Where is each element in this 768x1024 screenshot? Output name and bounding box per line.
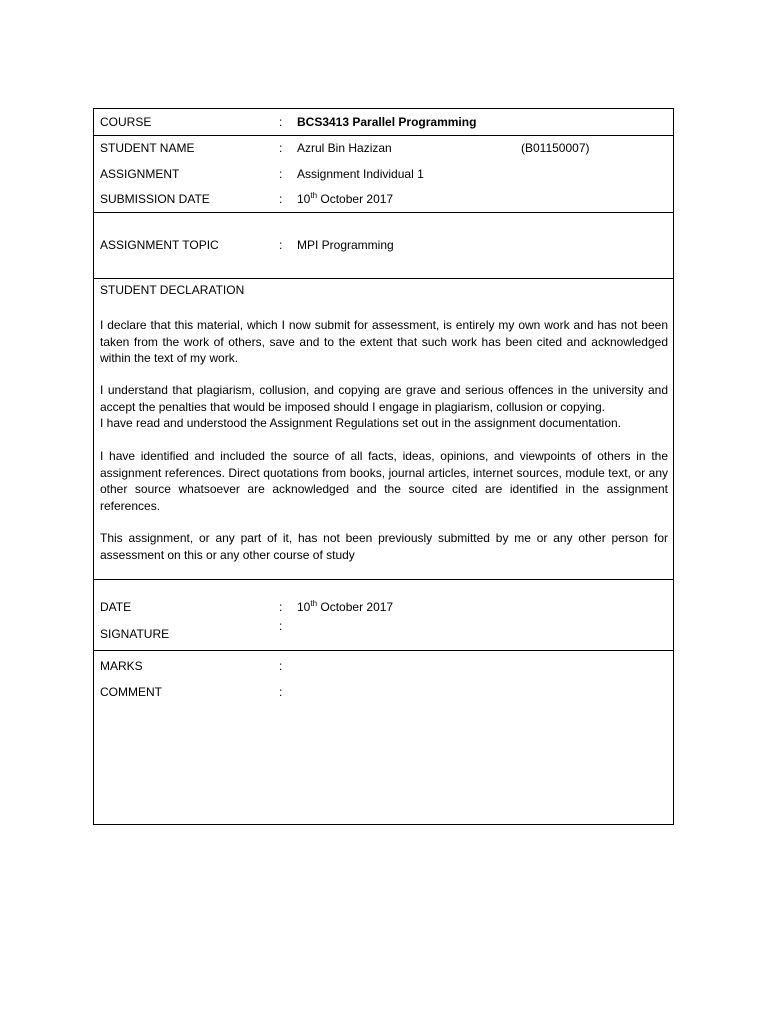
- divider: [94, 579, 673, 580]
- submission-date-colon: :: [279, 192, 283, 206]
- submission-date-label: SUBMISSION DATE: [100, 192, 210, 206]
- date-day: 10: [297, 600, 311, 614]
- submission-day: 10: [297, 192, 311, 206]
- signature-label: SIGNATURE: [100, 627, 170, 641]
- divider: [94, 212, 673, 213]
- assignment-value: Assignment Individual 1: [297, 167, 424, 181]
- declaration-paragraph-3: I have identified and included the source of all facts, ideas, opinions, and viewpoints of others in the assignment references. Direct quotations from books, journal articles, internet sources, module text, or any other source whatsoever are acknowledged and the source cited are identified in the assignment references.: [100, 449, 668, 513]
- date-value: [297, 600, 393, 615]
- divider: [94, 278, 673, 279]
- course-label: COURSE: [100, 115, 152, 129]
- student-name-colon: :: [279, 141, 283, 155]
- declaration-paragraph-1: I declare that this material, which I now submit for assessment, is entirely my own work and has not been taken from the work of others, save and to the extent that such work has been cited and acknowledged within the text of my work.: [100, 318, 668, 365]
- assignment-cover-form: [93, 108, 674, 825]
- date-month-year: October 2017: [320, 600, 394, 614]
- declaration-heading: STUDENT DECLARATION: [100, 283, 245, 297]
- comment-colon: :: [279, 685, 283, 699]
- marks-label: MARKS: [100, 659, 143, 673]
- student-name-value: Azrul Bin Hazizan: [297, 141, 392, 155]
- date-day-suffix: th: [310, 599, 318, 608]
- assignment-colon: :: [279, 167, 283, 181]
- topic-label: ASSIGNMENT TOPIC: [100, 238, 219, 252]
- assignment-label: ASSIGNMENT: [100, 167, 180, 181]
- date-colon: :: [279, 600, 283, 614]
- submission-date-value: [297, 192, 393, 207]
- declaration-paragraph-4: This assignment, or any part of it, has not been previously submitted by me or any other person for assessment on this or any other course of study: [100, 531, 668, 562]
- topic-value: MPI Programming: [297, 238, 394, 252]
- divider: [94, 135, 673, 136]
- course-value: BCS3413 Parallel Programming: [297, 115, 477, 129]
- student-id: (B01150007): [521, 141, 590, 155]
- declaration-paragraph-2b: I have read and understood the Assignment Regulations set out in the assignment documentation.: [100, 416, 622, 430]
- student-name-label: STUDENT NAME: [100, 141, 195, 155]
- signature-colon: :: [279, 619, 283, 633]
- course-colon: :: [279, 115, 283, 129]
- date-label: DATE: [100, 600, 132, 614]
- divider: [94, 650, 673, 651]
- marks-colon: :: [279, 659, 283, 673]
- comment-label: COMMENT: [100, 685, 162, 699]
- submission-month-year: October 2017: [320, 192, 394, 206]
- declaration-paragraph-2: I understand that plagiarism, collusion, and copying are grave and serious offences in the university and accept the penalties that would be imposed should I engage in plagiarism, collusion or copying.: [100, 383, 668, 414]
- submission-day-suffix: th: [310, 191, 318, 200]
- topic-colon: :: [279, 238, 283, 252]
